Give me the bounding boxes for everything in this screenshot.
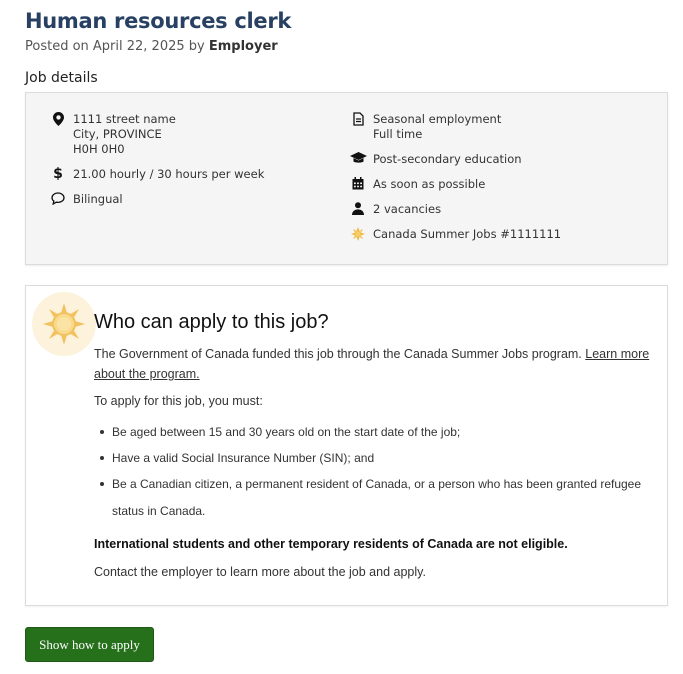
- start-row: [348, 177, 485, 192]
- wage-text: 21.00 hourly / 30 hours per week: [73, 167, 265, 181]
- learn-more-link-cont[interactable]: about the program.: [94, 367, 200, 381]
- language-text: Bilingual: [73, 192, 123, 206]
- employment-time: Full time: [373, 127, 423, 141]
- language-row: [48, 192, 123, 207]
- posted-info: [25, 39, 278, 54]
- address-line3: H0H 0H0: [73, 142, 125, 156]
- job-details-heading: Job details: [25, 70, 98, 86]
- sun-icon: [348, 227, 368, 241]
- education-row: [348, 152, 522, 167]
- job-details-panel: [25, 92, 668, 265]
- speech-bubble-icon: [48, 192, 68, 205]
- employment-row: [348, 112, 501, 142]
- calendar-icon: [348, 177, 368, 190]
- wage-row: [48, 167, 264, 182]
- address-line1: 1111 street name: [73, 112, 176, 126]
- requirement-status: Be a Canadian citizen, a permanent resident of Canada, or a person who has been granted refugee: [112, 471, 641, 497]
- vacancies-text: 2 vacancies: [373, 202, 442, 216]
- page-title: Human resources clerk: [25, 9, 292, 33]
- graduation-cap-icon: [348, 152, 368, 164]
- apply-title: Who can apply to this job?: [94, 311, 329, 333]
- program-row: [348, 227, 561, 242]
- not-eligible-text: International students and other temporary residents of Canada are not eligible.: [94, 537, 568, 551]
- posted-date: Posted on April 22, 2025 by: [25, 39, 209, 54]
- program-text: Canada Summer Jobs #1111111: [373, 227, 562, 241]
- contact-text: Contact the employer to learn more about the job and apply.: [94, 565, 426, 579]
- intro-text: The Government of Canada funded this job through the Canada Summer Jobs program.: [94, 347, 582, 361]
- vacancies-row: [348, 202, 441, 217]
- location-pin-icon: [48, 112, 68, 126]
- person-icon: [348, 202, 368, 215]
- document-icon: [348, 112, 368, 126]
- learn-more-link[interactable]: Learn more: [585, 347, 650, 361]
- requirement-age: Be aged between 15 and 30 years old on the start date of the job;: [112, 419, 460, 445]
- address-row: [48, 112, 176, 157]
- requirement-status-cont: status in Canada.: [112, 504, 206, 518]
- show-how-to-apply-button[interactable]: Show how to apply: [25, 627, 154, 662]
- sun-large-icon: [32, 292, 96, 356]
- program-intro: [94, 344, 649, 364]
- posted-by: Employer: [208, 39, 278, 54]
- dollar-icon: $: [53, 166, 63, 182]
- address-line2: City, PROVINCE: [73, 127, 162, 141]
- sun-badge: [32, 292, 96, 356]
- employment-type: Seasonal employment: [373, 112, 502, 126]
- who-can-apply-panel: [25, 285, 668, 606]
- start-text: As soon as possible: [373, 177, 486, 191]
- education-text: Post-secondary education: [373, 152, 522, 166]
- must-text: To apply for this job, you must:: [94, 394, 263, 408]
- learn-more-line2: [94, 364, 200, 384]
- requirement-sin: Have a valid Social Insurance Number (SIN); and: [112, 445, 374, 471]
